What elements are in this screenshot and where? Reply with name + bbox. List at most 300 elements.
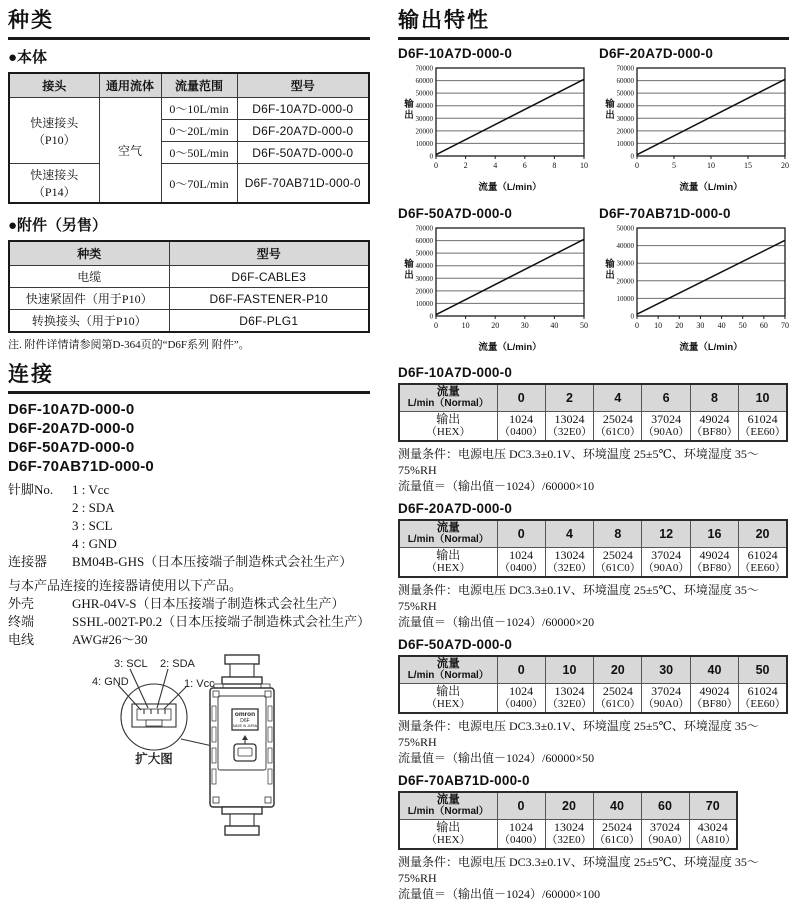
x-tick-label: 10	[707, 161, 715, 170]
x-tick-label: 15	[744, 161, 752, 170]
flow-formula: 流量值＝（输出值－1024）/60000×20	[398, 615, 595, 629]
output-decimal: 49024	[699, 548, 730, 562]
y-tick-label: 40000	[415, 262, 433, 271]
connector-label: 连接器	[8, 554, 48, 569]
flow-value-header: 2	[545, 384, 593, 412]
section-title-connection: 连接	[8, 358, 370, 394]
y-tick-label: 10000	[616, 139, 634, 148]
chart-mount	[398, 222, 588, 358]
section-title-types: 种类	[8, 4, 370, 40]
flow-value-header: 0	[497, 520, 545, 548]
y-tick-label: 10000	[616, 294, 634, 303]
y-tick-label: 60000	[616, 77, 634, 86]
output-header-cell	[399, 412, 497, 442]
flow-value-header: 20	[594, 656, 642, 684]
pin-row	[8, 481, 370, 499]
flow-header-line2: L/min（Normal）	[407, 670, 489, 681]
housing-label: 外壳	[8, 596, 35, 611]
pin-value: 1 : Vcc	[72, 482, 110, 497]
flow-header-cell	[399, 656, 497, 684]
chart-title: D6F-20A7D-000-0	[599, 46, 714, 61]
output-decimal: 49024	[699, 684, 730, 698]
flow-value-header: 4	[545, 520, 593, 548]
flow-value-header: 8	[690, 384, 738, 412]
output-hex: （32E0）	[546, 834, 592, 846]
flow-value-header: 6	[642, 384, 690, 412]
accessories-note: 注. 附件详情请参阅第D-364页的“D6F系列 附件”。	[8, 339, 250, 351]
x-tick-label: 10	[654, 321, 663, 330]
label-model: D6F	[240, 718, 250, 724]
connection-diagram	[8, 651, 370, 839]
output-table-title: D6F-10A7D-000-0	[398, 365, 513, 380]
y-tick-label: 30000	[616, 259, 634, 268]
output-hex: （BF80）	[691, 698, 738, 710]
accessories-subheading: ●附件（另售）	[8, 217, 108, 234]
output-decimal: 37024	[651, 684, 682, 698]
flow-header-line1: 流量	[436, 794, 460, 806]
x-tick-label: 8	[552, 161, 557, 170]
model-name: D6F-70AB71D-000-0	[8, 458, 154, 475]
flow-header-line1: 流量	[436, 386, 460, 398]
x-tick-label: 60	[759, 321, 768, 330]
output-header-line2: （HEX）	[425, 562, 471, 574]
output-hex: （61C0）	[594, 698, 641, 710]
output-hex: （90A0）	[642, 426, 690, 438]
joint-p10-cell	[9, 98, 99, 164]
y-tick-label: 70000	[415, 224, 433, 233]
right-column	[398, 4, 789, 902]
output-value-row	[399, 820, 737, 850]
output-hex: （61C0）	[594, 834, 640, 846]
chart-title: D6F-70AB71D-000-0	[599, 206, 731, 221]
y-tick-label: 50000	[616, 89, 634, 98]
joint-p14-line2: （P14）	[32, 185, 76, 199]
output-decimal: 43024	[697, 820, 728, 834]
accessory-type: 电缆	[9, 266, 169, 288]
output-value-cell	[642, 548, 690, 578]
terminal-label: 终端	[8, 614, 35, 629]
output-decimal: 25024	[602, 684, 633, 698]
accessory-type: 转换接头（用于P10）	[9, 310, 169, 333]
output-value-cell	[497, 684, 545, 714]
flow-output-table	[398, 655, 788, 714]
model-cell: D6F-20A7D-000-0	[237, 120, 369, 142]
flow-value-header: 70	[689, 792, 737, 820]
output-hex: （0400）	[499, 426, 544, 438]
y-tick-label: 20000	[415, 127, 433, 136]
flow-header-row	[399, 792, 737, 820]
output-header-line1: 输出	[436, 684, 461, 698]
joint-p14-line1: 快速接头	[30, 168, 79, 182]
table-row	[9, 288, 369, 310]
body-table	[8, 72, 370, 204]
y-axis-label: 出	[605, 270, 615, 281]
y-tick-label: 70000	[415, 64, 433, 73]
output-value-cell	[690, 684, 738, 714]
output-decimal: 1024	[509, 412, 534, 426]
y-tick-label: 60000	[415, 237, 433, 246]
connection-intro: 与本产品连接的连接器请使用以下产品。	[8, 578, 243, 593]
table-row	[9, 310, 369, 333]
output-decimal: 25024	[602, 820, 632, 834]
col-header-range: 流量范围	[161, 73, 237, 98]
x-tick-label: 50	[738, 321, 747, 330]
output-value-cell	[689, 820, 737, 850]
flow-output-chart	[599, 222, 789, 353]
y-tick-label: 20000	[616, 277, 634, 286]
y-axis-label: 输	[605, 259, 615, 270]
flow-formula: 流量值＝（输出值－1024）/60000×100	[398, 887, 601, 901]
flow-value-header: 20	[545, 792, 593, 820]
y-axis-label: 输	[404, 259, 414, 270]
output-chart-cell	[599, 46, 789, 198]
flow-formula: 流量值＝（输出值－1024）/60000×10	[398, 479, 595, 493]
output-hex: （32E0）	[546, 562, 593, 574]
y-tick-label: 30000	[415, 274, 433, 283]
flow-value-header: 0	[497, 656, 545, 684]
flow-header-row	[399, 520, 787, 548]
flow-header-cell	[399, 384, 497, 412]
y-axis-label: 输	[605, 99, 615, 110]
pin-row	[8, 535, 370, 553]
output-header-line1: 输出	[436, 548, 461, 562]
output-header-line2: （HEX）	[425, 698, 471, 710]
joint-p10-line2: （P10）	[32, 132, 76, 147]
model-cell: D6F-70AB71D-000-0	[237, 164, 369, 204]
output-value-cell	[641, 820, 689, 850]
housing-row	[8, 595, 370, 613]
output-hex: （A810）	[689, 834, 736, 846]
output-decimal: 1024	[509, 548, 534, 562]
x-tick-label: 40	[550, 321, 559, 330]
connector-value: BM04B-GHS（日本压接端子制造株式会社生产）	[72, 554, 353, 569]
output-decimal: 61024	[747, 412, 778, 426]
model-cell: D6F-10A7D-000-0	[237, 98, 369, 120]
flow-output-chart	[599, 62, 789, 193]
chart-title: D6F-50A7D-000-0	[398, 206, 513, 221]
flow-header-line2: L/min（Normal）	[407, 534, 489, 545]
wire-row	[8, 631, 370, 649]
output-decimal: 1024	[509, 820, 533, 834]
x-tick-label: 0	[434, 321, 438, 330]
section-title-output: 输出特性	[398, 4, 789, 40]
flow-output-table	[398, 519, 788, 578]
output-hex: （EE60）	[739, 698, 786, 710]
flow-value-header: 12	[642, 520, 690, 548]
x-tick-label: 40	[717, 321, 726, 330]
x-tick-label: 20	[675, 321, 684, 330]
accessory-model: D6F-PLG1	[169, 310, 369, 333]
flow-value-header: 50	[739, 656, 787, 684]
diagram-caption: 扩大图	[135, 752, 173, 766]
x-tick-label: 0	[635, 321, 639, 330]
output-hex: （EE60）	[739, 562, 786, 574]
x-tick-label: 50	[580, 321, 588, 330]
output-decimal: 13024	[554, 820, 584, 834]
y-tick-label: 40000	[616, 102, 634, 111]
output-decimal: 25024	[602, 412, 633, 426]
range-cell: 0～70L/min	[161, 164, 237, 204]
output-decimal: 13024	[554, 548, 585, 562]
output-value-cell	[594, 548, 642, 578]
x-axis-label: 流量（L/min）	[478, 342, 542, 353]
y-tick-label: 30000	[415, 114, 433, 123]
output-hex: （0400）	[499, 834, 543, 846]
x-tick-label: 70	[781, 321, 789, 330]
y-tick-label: 50000	[616, 224, 634, 233]
terminal-value: SSHL-002T-P0.2（日本压接端子制造株式会社生产）	[72, 614, 371, 629]
output-header-cell	[399, 820, 497, 850]
flow-value-header: 8	[594, 520, 642, 548]
output-value-cell	[545, 684, 593, 714]
joint-p14-cell	[9, 164, 99, 204]
wire-value: AWG#26～30	[72, 632, 148, 647]
col-header-type: 种类	[9, 241, 169, 266]
pin-label: 针脚No.	[8, 482, 54, 497]
col-header-joint: 接头	[9, 73, 99, 98]
table-row	[9, 266, 369, 288]
output-value-cell	[642, 684, 690, 714]
pin-value: 4 : GND	[72, 536, 117, 551]
table-row	[9, 164, 369, 204]
flow-header-line1: 流量	[436, 658, 460, 670]
flow-value-header: 10	[545, 656, 593, 684]
output-decimal: 13024	[554, 412, 585, 426]
measurement-conditions: 测量条件：电源电压 DC3.3±0.1V、环境温度 25±5℃、环境湿度 35～75%RH	[398, 447, 759, 477]
output-header-line2: （HEX）	[425, 834, 471, 846]
flow-formula: 流量值＝（输出值－1024）/60000×50	[398, 751, 595, 765]
chart-mount	[599, 62, 789, 198]
x-tick-label: 20	[781, 161, 789, 170]
y-tick-label: 30000	[616, 114, 634, 123]
diagram-pin3-label: 3: SCL	[114, 658, 148, 670]
y-tick-label: 0	[429, 312, 433, 321]
chart-mount	[398, 62, 588, 198]
range-cell: 0～50L/min	[161, 142, 237, 164]
x-tick-label: 4	[493, 161, 498, 170]
wire-label: 电线	[8, 632, 35, 647]
housing-value: GHR-04V-S（日本压接端子制造株式会社生产）	[72, 596, 345, 611]
output-header-cell	[399, 548, 497, 578]
flow-value-header: 20	[739, 520, 787, 548]
output-decimal: 61024	[747, 548, 778, 562]
y-axis-label: 出	[404, 110, 414, 121]
output-hex: （61C0）	[594, 562, 641, 574]
flow-value-header: 40	[690, 656, 738, 684]
model-cell: D6F-50A7D-000-0	[237, 142, 369, 164]
chart-grid	[398, 46, 789, 358]
output-line	[637, 240, 785, 314]
y-tick-label: 50000	[415, 89, 433, 98]
output-table-section	[398, 365, 789, 494]
y-tick-label: 50000	[415, 249, 433, 258]
output-hex: （0400）	[499, 698, 544, 710]
y-axis-label: 出	[404, 270, 414, 281]
output-decimal: 37024	[651, 548, 682, 562]
output-value-row	[399, 684, 787, 714]
flow-value-header: 0	[497, 384, 545, 412]
flow-header-line1: 流量	[436, 522, 460, 534]
x-tick-label: 10	[580, 161, 588, 170]
model-name: D6F-20A7D-000-0	[8, 420, 135, 437]
flow-header-line2: L/min（Normal）	[407, 806, 489, 817]
flow-header-row	[399, 384, 787, 412]
x-axis-label: 流量（L/min）	[478, 182, 542, 193]
output-table-section	[398, 773, 789, 902]
pin-row	[8, 517, 370, 535]
y-tick-label: 70000	[616, 64, 634, 73]
table-row	[9, 98, 369, 120]
flow-output-table	[398, 791, 738, 850]
output-hex: （90A0）	[641, 834, 689, 846]
flow-value-header: 30	[642, 656, 690, 684]
output-decimal: 1024	[509, 684, 534, 698]
output-value-row	[399, 412, 787, 442]
flow-output-chart	[398, 222, 588, 353]
flow-value-header: 10	[739, 384, 787, 412]
terminal-row	[8, 613, 370, 631]
output-value-cell	[593, 820, 641, 850]
measurement-conditions: 测量条件：电源电压 DC3.3±0.1V、环境温度 25±5℃、环境湿度 35～75%RH	[398, 719, 759, 749]
y-tick-label: 20000	[415, 287, 433, 296]
x-tick-label: 2	[463, 161, 468, 170]
x-tick-label: 0	[635, 161, 639, 170]
output-chart-cell	[398, 46, 588, 198]
model-name: D6F-50A7D-000-0	[8, 439, 135, 456]
output-value-cell	[739, 548, 787, 578]
y-axis-label: 出	[605, 110, 615, 121]
y-tick-label: 40000	[415, 102, 433, 111]
pin-value: 2 : SDA	[72, 500, 115, 515]
output-decimal: 61024	[747, 684, 778, 698]
accessory-type: 快速紧固件（用于P10）	[9, 288, 169, 310]
output-header-line2: （HEX）	[425, 426, 471, 438]
accessory-model: D6F-CABLE3	[169, 266, 369, 288]
chart-title: D6F-10A7D-000-0	[398, 46, 513, 61]
left-column	[8, 4, 370, 844]
measurement-conditions: 测量条件：电源电压 DC3.3±0.1V、环境温度 25±5℃、环境湿度 35～75%RH	[398, 855, 759, 885]
output-value-cell	[690, 548, 738, 578]
output-decimal: 37024	[651, 412, 682, 426]
output-value-cell	[594, 412, 642, 442]
connector-row	[8, 553, 370, 571]
chart-mount	[599, 222, 789, 358]
fluid-cell: 空气	[99, 98, 161, 204]
output-value-cell	[642, 412, 690, 442]
accessory-model: D6F-FASTENER-P10	[169, 288, 369, 310]
flow-header-line2: L/min（Normal）	[407, 398, 489, 409]
table-header-row	[9, 241, 369, 266]
diagram-pin4-label: 4: GND	[92, 676, 129, 688]
y-tick-label: 0	[630, 312, 634, 321]
col-header-model: 型号	[237, 73, 369, 98]
output-hex: （0400）	[499, 562, 544, 574]
output-decimal: 49024	[699, 412, 730, 426]
model-name: D6F-10A7D-000-0	[8, 401, 135, 418]
y-tick-label: 10000	[415, 299, 433, 308]
flow-value-header: 0	[497, 792, 545, 820]
output-hex: （32E0）	[546, 426, 593, 438]
body-subheading: ●本体	[8, 49, 48, 66]
x-tick-label: 6	[522, 161, 527, 170]
y-tick-label: 60000	[415, 77, 433, 86]
accessories-table	[8, 240, 370, 333]
range-cell: 0～20L/min	[161, 120, 237, 142]
flow-value-header: 60	[641, 792, 689, 820]
y-tick-label: 0	[630, 152, 634, 161]
omron-logo: omron	[234, 711, 256, 718]
output-chart-cell	[398, 206, 588, 358]
output-hex: （BF80）	[691, 562, 738, 574]
range-cell: 0～10L/min	[161, 98, 237, 120]
flow-output-table	[398, 383, 788, 442]
x-axis-label: 流量（L/min）	[679, 342, 743, 353]
output-decimal: 13024	[554, 684, 585, 698]
output-value-row	[399, 548, 787, 578]
pin-row	[8, 499, 370, 517]
flow-header-cell	[399, 792, 497, 820]
x-tick-label: 0	[434, 161, 438, 170]
output-value-cell	[545, 412, 593, 442]
x-tick-label: 20	[491, 321, 500, 330]
y-tick-label: 20000	[616, 127, 634, 136]
output-tables	[398, 365, 789, 902]
col-header-model: 型号	[169, 241, 369, 266]
output-hex: （90A0）	[642, 562, 690, 574]
output-value-cell	[739, 412, 787, 442]
output-header-line1: 输出	[436, 412, 461, 426]
label-made-in: MADE IN JAPAN	[232, 724, 258, 728]
x-tick-label: 30	[696, 321, 705, 330]
y-tick-label: 10000	[415, 139, 433, 148]
output-value-cell	[497, 820, 545, 850]
output-hex: （90A0）	[642, 698, 690, 710]
pin-value: 3 : SCL	[72, 518, 113, 533]
y-axis-label: 输	[404, 99, 414, 110]
output-table-section	[398, 637, 789, 766]
output-table-title: D6F-50A7D-000-0	[398, 637, 513, 652]
flow-value-header: 4	[594, 384, 642, 412]
output-value-cell	[690, 412, 738, 442]
diagram-pin2-label: 2: SDA	[160, 658, 195, 670]
measurement-conditions: 测量条件：电源电压 DC3.3±0.1V、环境温度 25±5℃、环境湿度 35～75%RH	[398, 583, 759, 613]
output-chart-cell	[599, 206, 789, 358]
output-value-cell	[497, 548, 545, 578]
flow-value-header: 40	[593, 792, 641, 820]
col-header-fluid: 通用流体	[99, 73, 161, 98]
output-hex: （32E0）	[546, 698, 593, 710]
joint-p10-line1: 快速接头	[30, 115, 79, 130]
output-table-title: D6F-70AB71D-000-0	[398, 773, 530, 788]
flow-value-header: 16	[690, 520, 738, 548]
flow-header-cell	[399, 520, 497, 548]
x-tick-label: 5	[672, 161, 676, 170]
output-table-title: D6F-20A7D-000-0	[398, 501, 513, 516]
y-tick-label: 0	[429, 152, 433, 161]
output-value-cell	[739, 684, 787, 714]
diagram-pin1-label: 1: Vcc	[184, 678, 215, 690]
x-tick-label: 10	[461, 321, 470, 330]
output-decimal: 25024	[602, 548, 633, 562]
output-value-cell	[594, 684, 642, 714]
output-table-section	[398, 501, 789, 630]
output-hex: （61C0）	[594, 426, 641, 438]
output-header-line1: 输出	[436, 820, 461, 834]
y-tick-label: 40000	[616, 242, 634, 251]
output-value-cell	[545, 548, 593, 578]
output-header-cell	[399, 684, 497, 714]
x-tick-label: 30	[520, 321, 529, 330]
